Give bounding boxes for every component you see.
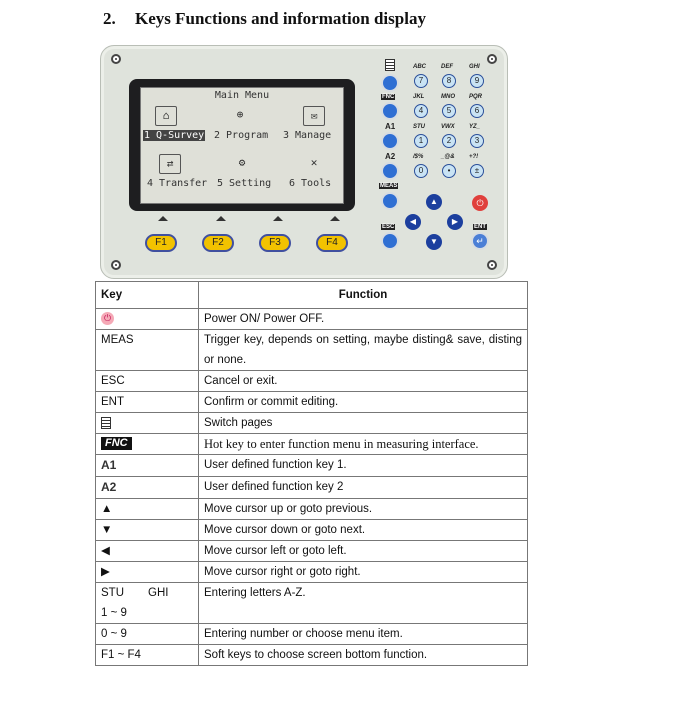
page-key[interactable] [381, 74, 399, 92]
row-key: 1 ~ 9 [101, 607, 127, 619]
user1-label: A1 [385, 122, 396, 131]
key-7[interactable]: 7 [414, 74, 428, 88]
table-row [96, 413, 528, 434]
device-keypad-photo [100, 45, 508, 279]
arrow-up-key[interactable]: ▲ [426, 194, 442, 210]
row-function: Hot key to enter function menu in measuring interface. [199, 434, 528, 455]
page-icon [385, 59, 395, 71]
screw-icon [487, 260, 497, 270]
table-row [96, 371, 528, 392]
row-key: STU [101, 587, 124, 599]
row-function: Power ON/ Power OFF. [199, 309, 528, 330]
header-function: Function [199, 282, 528, 309]
key-5[interactable]: 5 [442, 104, 456, 118]
lcd-title: Main Menu [214, 90, 270, 101]
row-key: 0 ~ 9 [96, 624, 199, 645]
row-key: GHI [148, 587, 169, 599]
table-row [96, 583, 528, 624]
user1-key[interactable] [381, 132, 399, 150]
row-function: User defined function key 1. [199, 455, 528, 477]
key-8[interactable]: 8 [442, 74, 456, 88]
down-arrow-icon: ▼ [96, 520, 199, 541]
fnc-key[interactable] [381, 102, 399, 120]
arrow-down-key[interactable]: ▼ [426, 234, 442, 250]
table-row [96, 455, 528, 477]
row-function: Move cursor left or goto left. [199, 541, 528, 562]
arrow-left-key[interactable]: ◀ [405, 214, 421, 230]
f2-key[interactable]: F2 [202, 234, 234, 252]
table-row [96, 330, 528, 371]
table-row [96, 477, 528, 499]
row-function: Move cursor down or goto next. [199, 520, 528, 541]
power-button[interactable]: ⏻ [472, 195, 488, 211]
row-function: Entering letters A-Z. [199, 583, 528, 624]
key-3[interactable]: 3 [470, 134, 484, 148]
enter-key[interactable]: ↵ [471, 232, 489, 250]
screw-icon [111, 54, 121, 64]
key-letters-vwx: VWX [441, 124, 455, 130]
row-key: ENT [96, 392, 199, 413]
f4-key[interactable]: F4 [316, 234, 348, 252]
key-letters-jkl: JKL [413, 94, 425, 100]
manage-icon: ✉ [303, 106, 325, 126]
lcd-item-transfer[interactable]: 4 Transfer [147, 178, 208, 189]
key-letters-def: DEF [441, 64, 453, 70]
lcd-screen [140, 87, 344, 204]
row-function: Confirm or commit editing. [199, 392, 528, 413]
key-letters-symbols-2: _@& [441, 154, 455, 160]
table-row [96, 309, 528, 330]
section-title: Keys Functions and information display [135, 9, 426, 28]
key-function-table [95, 281, 528, 666]
table-row [96, 434, 528, 455]
up-arrow-icon: ▲ [96, 499, 199, 520]
esc-key[interactable] [381, 232, 399, 250]
softkey-pointer-icon [158, 216, 168, 221]
row-function: Entering number or choose menu item. [199, 624, 528, 645]
table-row [96, 499, 528, 520]
section-number: 2. [103, 9, 116, 28]
softkey-pointer-icon [330, 216, 340, 221]
user2-icon: A2 [101, 480, 117, 494]
key-2[interactable]: 2 [442, 134, 456, 148]
lcd-item-program[interactable]: 2 Program [214, 130, 269, 141]
gear-icon: ⚙ [238, 156, 246, 169]
table-row [96, 541, 528, 562]
key-1[interactable]: 1 [414, 134, 428, 148]
instrument-icon: ⌂ [155, 106, 177, 126]
screw-icon [487, 54, 497, 64]
row-function: Switch pages [199, 413, 528, 434]
f1-key[interactable]: F1 [145, 234, 177, 252]
section-heading [103, 9, 426, 29]
row-key: F1 ~ F4 [96, 645, 199, 666]
lcd-item-setting[interactable]: 5 Setting [217, 178, 272, 189]
meas-label: MEAS [380, 183, 398, 189]
key-plus-minus[interactable]: ± [470, 164, 484, 178]
table-row [96, 645, 528, 666]
key-letters-pqr: PQR [469, 94, 483, 100]
screw-icon [111, 260, 121, 270]
tools-icon: ✕ [310, 156, 318, 169]
row-function: User defined function key 2 [199, 477, 528, 499]
left-arrow-icon: ◀ [96, 541, 199, 562]
key-6[interactable]: 6 [470, 104, 484, 118]
user1-icon: A1 [101, 458, 117, 472]
key-letters-symbols-3: +?! [469, 154, 479, 160]
screen-bezel [129, 79, 355, 211]
table-row [96, 624, 528, 645]
key-letters-symbols-1: /$% [413, 154, 424, 160]
row-function: Cancel or exit. [199, 371, 528, 392]
key-letters-mno: MNO [441, 94, 455, 100]
key-letters-ghi: GHI [469, 64, 480, 70]
lcd-item-tools[interactable]: 6 Tools [289, 178, 332, 189]
right-arrow-icon: ▶ [96, 562, 199, 583]
user2-key[interactable] [381, 162, 399, 180]
key-9[interactable]: 9 [470, 74, 484, 88]
key-0[interactable]: 0 [414, 164, 428, 178]
key-letters-stu: STU [413, 124, 425, 130]
power-icon: ⏻ [101, 312, 114, 325]
esc-label: ESC [382, 224, 395, 230]
arrow-right-key[interactable]: ▶ [447, 214, 463, 230]
key-4[interactable]: 4 [414, 104, 428, 118]
key-letters-yz: YZ_ [469, 124, 481, 130]
row-key: ESC [96, 371, 199, 392]
row-function: Trigger key, depends on setting, maybe disting& save, disting or none. [199, 330, 528, 371]
lcd-item-q-survey[interactable]: 1 Q-Survey [144, 130, 205, 141]
header-key: Key [96, 282, 199, 309]
softkey-pointer-icon [216, 216, 226, 221]
row-function: Soft keys to choose screen bottom function. [199, 645, 528, 666]
row-key: MEAS [96, 330, 199, 371]
transfer-icon: ⇄ [159, 154, 181, 174]
lcd-item-manage[interactable]: 3 Manage [283, 130, 332, 141]
key-dot[interactable]: • [442, 164, 456, 178]
table-row [96, 562, 528, 583]
key-letters-abc: ABC [413, 64, 426, 70]
fnc-icon: FNC [101, 437, 132, 450]
program-icon: ⊕ [236, 108, 244, 121]
row-function: Move cursor right or goto right. [199, 562, 528, 583]
row-function: Move cursor up or goto previous. [199, 499, 528, 520]
softkey-pointer-icon [273, 216, 283, 221]
table-row [96, 520, 528, 541]
table-row [96, 392, 528, 413]
meas-key[interactable] [381, 192, 399, 210]
page-icon [101, 417, 111, 429]
table-header-row [96, 282, 528, 309]
f3-key[interactable]: F3 [259, 234, 291, 252]
ent-label: ENT [474, 224, 486, 230]
user2-label: A2 [385, 152, 396, 161]
fnc-label: FNC [382, 94, 395, 100]
